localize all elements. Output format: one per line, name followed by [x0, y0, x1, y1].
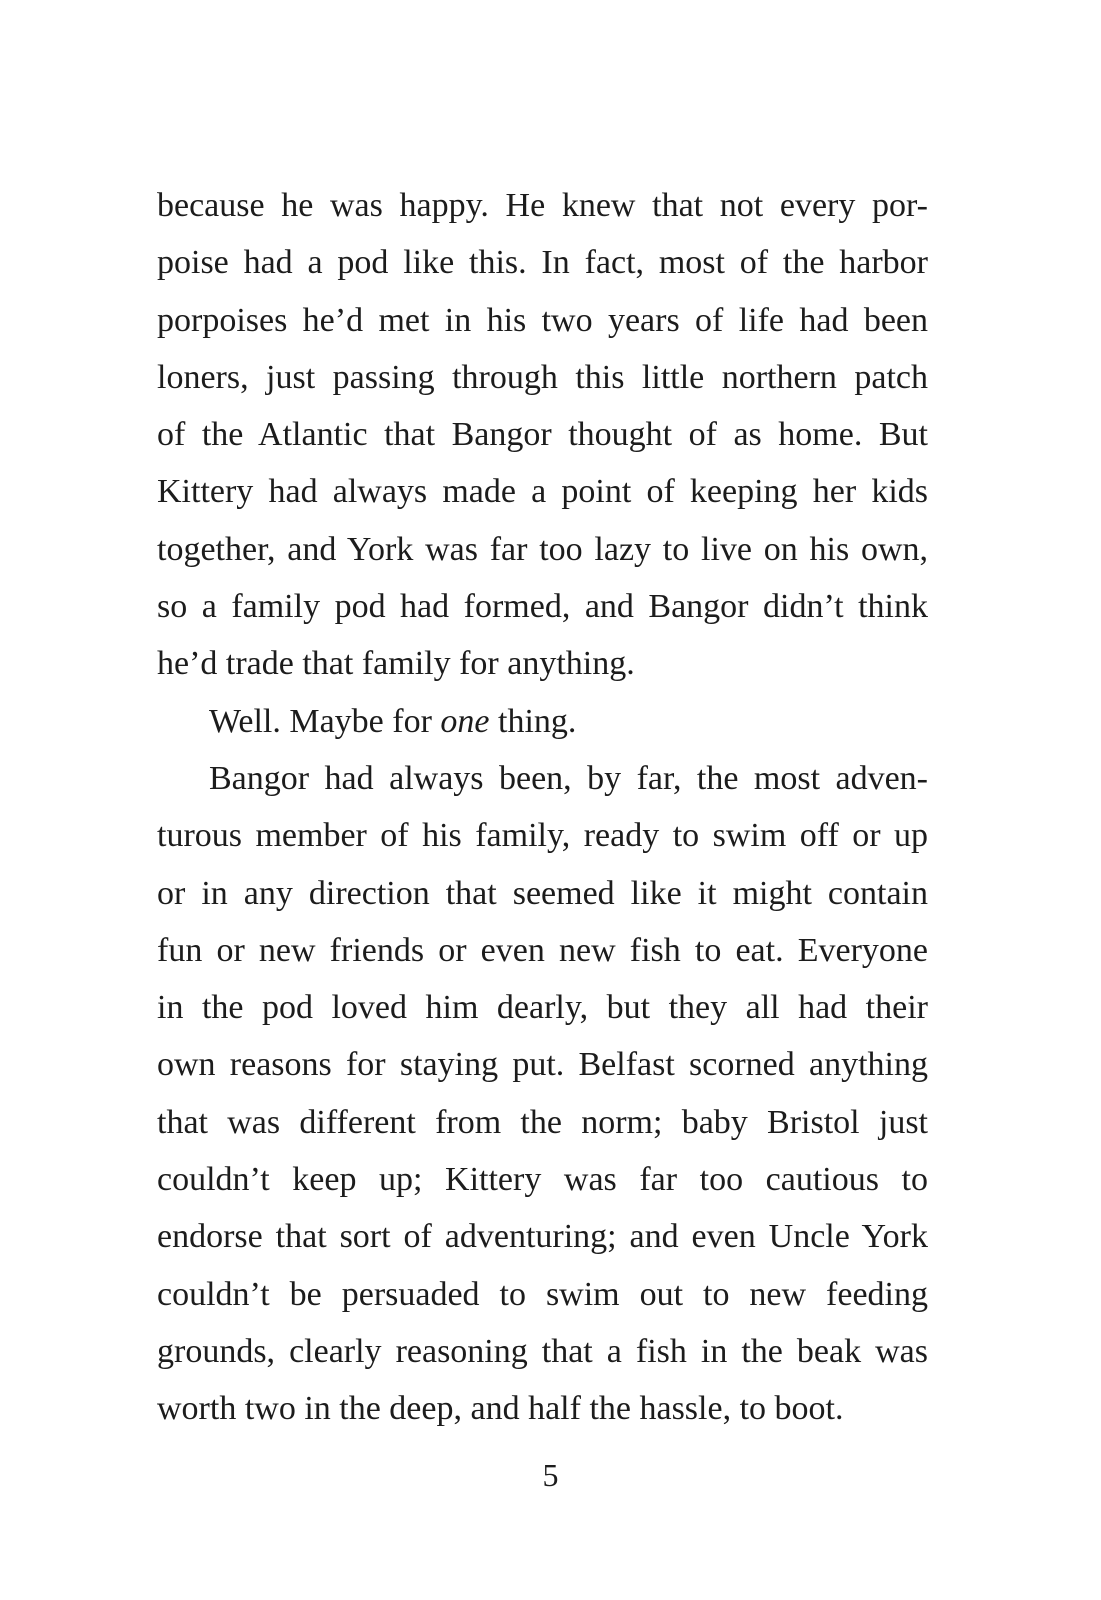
text-line: porpoises he’d met in his two years of life had been	[157, 301, 928, 339]
text-line: because he was happy. He knew that not every por-	[157, 187, 928, 224]
text-line: of the Atlantic that Bangor thought of as home. But	[157, 416, 928, 454]
short-paragraph	[157, 693, 928, 750]
text-line: he’d trade that family for anything.	[157, 645, 635, 683]
text-line: couldn’t keep up; Kittery was far too cautious to	[157, 1161, 928, 1199]
text-line: turous member of his family, ready to swim off or up	[157, 817, 928, 855]
text-line: own reasons for staying put. Belfast scorned anything	[157, 1046, 928, 1084]
emphasis-text: one	[440, 702, 490, 740]
body-text	[157, 177, 928, 1438]
text-line: Kittery had always made a point of keeping her kids	[157, 473, 928, 511]
text-line: couldn’t be persuaded to swim out to new feeding	[157, 1275, 928, 1313]
text-line: so a family pod had formed, and Bangor didn’t think	[157, 588, 928, 626]
text-line: that was different from the norm; baby Bristol just	[157, 1103, 928, 1141]
paragraph-first-line: Bangor had always been, by far, the most adven-	[209, 759, 928, 797]
text-line: worth two in the deep, and half the hassle, to boot.	[157, 1390, 844, 1428]
text-line: poise had a pod like this. In fact, most of the harbor	[157, 244, 928, 282]
text-line: endorse that sort of adventuring; and even Uncle York	[157, 1218, 928, 1256]
text-line: loners, just passing through this little northern patch	[157, 358, 928, 396]
page-number: 5	[542, 1457, 559, 1493]
text-fragment: thing.	[489, 702, 577, 740]
text-fragment: Well. Maybe for	[209, 702, 441, 740]
text-line: together, and York was far too lazy to live on his own,	[157, 530, 928, 568]
text-line: grounds, clearly reasoning that a fish in the beak was	[157, 1332, 928, 1370]
text-line: fun or new friends or even new fish to eat. Everyone	[157, 931, 928, 969]
text-line: or in any direction that seemed like it might contain	[157, 874, 928, 912]
text-line: in the pod loved him dearly, but they all had their	[157, 989, 928, 1027]
